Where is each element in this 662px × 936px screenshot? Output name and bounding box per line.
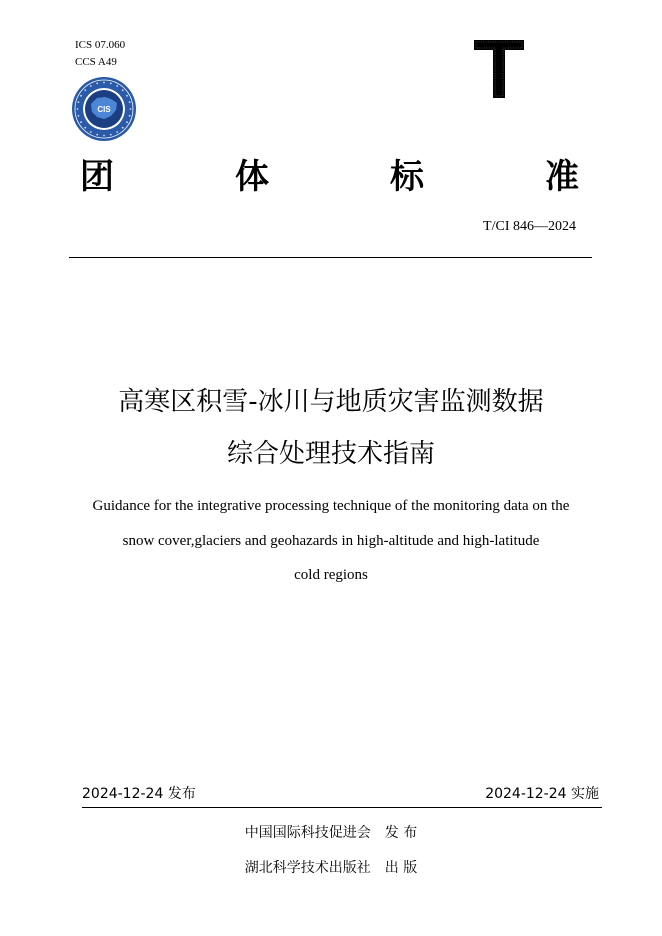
issuer-block: [0, 816, 662, 886]
ics-code: ICS 07.060: [75, 39, 126, 51]
standard-type-char: 标: [390, 157, 424, 197]
logo-seal-icon: [71, 76, 137, 142]
chinese-title-line-1: 高寒区积雪-冰川与地质灾害监测数据: [118, 387, 544, 417]
category-letter-mark: [470, 38, 528, 100]
publish-date: 2024-12-24 发布: [82, 786, 196, 802]
bottom-divider: [82, 807, 602, 808]
chinese-title: [0, 380, 662, 476]
chinese-title-line-2: 综合处理技术指南: [226, 439, 435, 469]
implementation-date: 2024-12-24 实施: [485, 786, 599, 802]
standard-type-char: 团: [80, 157, 114, 197]
issuer-row: [0, 816, 662, 851]
classification-codes: [75, 37, 125, 71]
organization-logo: [71, 76, 137, 142]
top-divider: [69, 257, 592, 258]
standard-type-heading: [0, 155, 662, 205]
english-title: [0, 489, 662, 593]
issuer-role: 出 版: [384, 860, 418, 876]
standard-type-char: 准: [545, 157, 579, 197]
english-title-line-3: cold regions: [294, 567, 368, 583]
category-t-icon: [470, 38, 528, 100]
issuer-row: [0, 851, 662, 886]
issuer-name: 湖北科学技术出版社: [244, 860, 371, 876]
standard-number: T/CI 846—2024: [483, 219, 576, 234]
issuer-name: 中国国际科技促进会: [244, 825, 371, 841]
ccs-code: CCS A49: [75, 56, 117, 68]
standard-type-char: 体: [235, 157, 269, 197]
issuer-role: 发 布: [384, 825, 418, 841]
english-title-line-2: snow cover,glaciers and geohazards in high-altitude and high-latitude: [122, 532, 540, 549]
english-title-line-1: Guidance for the integrative processing technique of the monitoring data on the: [92, 498, 570, 514]
logo-text: CIS: [97, 105, 111, 114]
